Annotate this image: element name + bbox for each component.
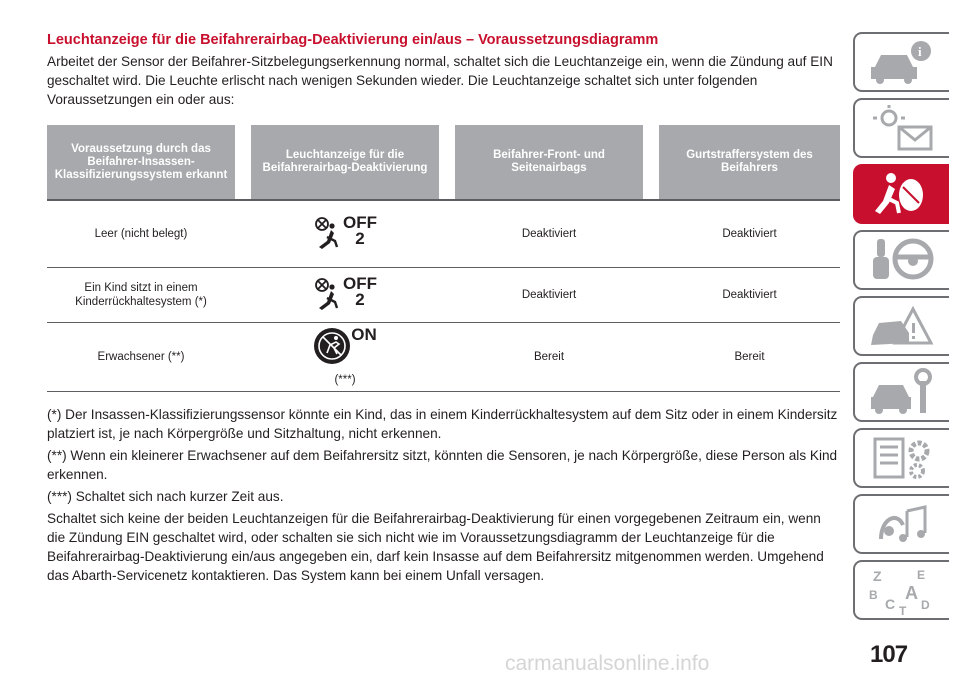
row-lamp — [251, 201, 439, 268]
svg-text:A: A — [905, 583, 918, 603]
tab-emergency[interactable] — [853, 296, 949, 356]
footnote-off: (***) Schaltet sich nach kurzer Zeit aus. — [47, 489, 284, 504]
conditions-table — [47, 125, 840, 392]
chapter-sidebar — [853, 32, 949, 626]
specs-list-gear-icon — [867, 433, 937, 483]
row-lamp — [251, 268, 439, 323]
svg-text:i: i — [918, 44, 922, 59]
row-lamp — [251, 323, 439, 392]
table-header-row — [47, 125, 840, 201]
lamp-label-number: 2 — [355, 290, 365, 309]
lamp-label-number: 2 — [355, 229, 365, 248]
footnote-adult: (**) Wenn ein kleinerer Erwachsener auf dem Beifahrersitz sitzt, könnten die Sensoren, je nach Körpergröße, diese Person als Kind erkennen. — [47, 448, 838, 482]
lamp-note: (***) — [334, 374, 356, 386]
airbag-on-icon — [313, 327, 351, 365]
tab-starting-driving[interactable] — [853, 230, 949, 290]
tab-safety[interactable] — [853, 164, 949, 224]
row-pretensioner: Bereit — [659, 323, 840, 392]
row-airbags: Deaktiviert — [455, 268, 643, 323]
multimedia-music-icon — [867, 499, 937, 549]
lamp-label: ON — [351, 325, 377, 344]
tab-multimedia[interactable] — [853, 494, 949, 554]
intro-paragraph: Arbeitet der Sensor der Beifahrer-Sitzbelegungserkennung normal, schaltet sich die Leuchtanzeige ein, wenn die Zündung auf EIN geschaltet wird. Die Leuchte erlischt nach wenigen Sekunden wieder. Die Leuchtanzeige schaltet sich unter folgenden Voraussetzungen ein oder aus: — [47, 54, 833, 107]
row-condition: Ein Kind sitzt in einem Kinderrückhaltesystem (*) — [47, 268, 235, 323]
car-info-icon — [867, 37, 937, 87]
svg-text:T: T — [899, 604, 907, 615]
page-title: Leuchtanzeige für die Beifahrerairbag-Deaktivierung ein/aus – Voraussetzungsdiagramm — [47, 32, 659, 48]
header-lamp: Leuchtanzeige für die Beifahrerairbag-Deaktivierung — [251, 125, 439, 201]
row-airbags: Bereit — [455, 323, 643, 392]
airbag-off-icon — [313, 276, 343, 310]
main-content — [47, 31, 840, 588]
tab-maintenance[interactable] — [853, 362, 949, 422]
header-airbags: Beifahrer-Front- und Seitenairbags — [455, 125, 643, 201]
footnote-child: (*) Der Insassen-Klassifizierungssensor könnte ein Kind, das in einem Kinderrückhaltesystem auf dem Sitz oder in einem Kindersitz platziert ist, je nach Körpergröße und Sitzhaltung, nicht erkennen. — [47, 407, 838, 441]
table-row — [47, 201, 840, 268]
page-number: 107 — [870, 641, 908, 668]
tab-technical-data[interactable] — [853, 428, 949, 488]
tab-warning-lights[interactable] — [853, 98, 949, 158]
svg-text:Z: Z — [873, 568, 882, 584]
warning-lights-mail-icon — [867, 103, 937, 153]
footnotes — [47, 405, 840, 585]
row-pretensioner: Deaktiviert — [659, 201, 840, 268]
row-airbags: Deaktiviert — [455, 201, 643, 268]
header-pretensioner: Gurtstraffersystem des Beifahrers — [659, 125, 840, 201]
watermark: carmanualsonline.info — [505, 652, 710, 675]
table-row — [47, 323, 840, 392]
airbag-off-icon — [313, 215, 343, 249]
svg-text:C: C — [885, 596, 896, 612]
airbag-seat-icon — [867, 169, 937, 219]
airbag-off-indicator — [313, 215, 377, 249]
row-condition: Erwachsener (**) — [47, 323, 235, 392]
car-breakdown-warning-icon — [867, 301, 937, 351]
row-condition: Leer (nicht belegt) — [47, 201, 235, 268]
car-service-wrench-icon — [867, 367, 937, 417]
key-steering-wheel-icon — [867, 235, 937, 285]
alphabet-index-icon — [867, 565, 937, 615]
table-row — [47, 268, 840, 323]
header-condition: Voraussetzung durch das Beifahrer-Insassen-Klassifizierungssystem erkannt — [47, 125, 235, 201]
lamp-label: OFF — [343, 213, 377, 232]
svg-text:D: D — [921, 598, 930, 612]
svg-text:B: B — [869, 588, 878, 602]
tab-car-info[interactable] — [853, 32, 949, 92]
row-pretensioner: Deaktiviert — [659, 268, 840, 323]
airbag-off-indicator — [313, 276, 377, 310]
warning-paragraph: Schaltet sich keine der beiden Leuchtanzeigen für die Beifahrerairbag-Deaktivierung für einen vorgegebenen Zeitraum ein, wenn die Zündung EIN geschaltet wird, oder schalten sie sich nicht wie im Voraussetzungsdiagramm der Leuchtanzeige für die Beifahrerairbag-Deaktivierung ein/aus angegeben ein, darf kein Insasse auf dem Beifahrersitz mitgenommen werden. Umgehend das Abarth-Servicenetz kontaktieren. Das System kann bei einem Unfall versagen. — [47, 511, 824, 583]
lamp-label: OFF — [343, 274, 377, 293]
svg-text:E: E — [917, 568, 926, 582]
tab-index[interactable] — [853, 560, 949, 620]
airbag-on-indicator — [313, 327, 377, 365]
